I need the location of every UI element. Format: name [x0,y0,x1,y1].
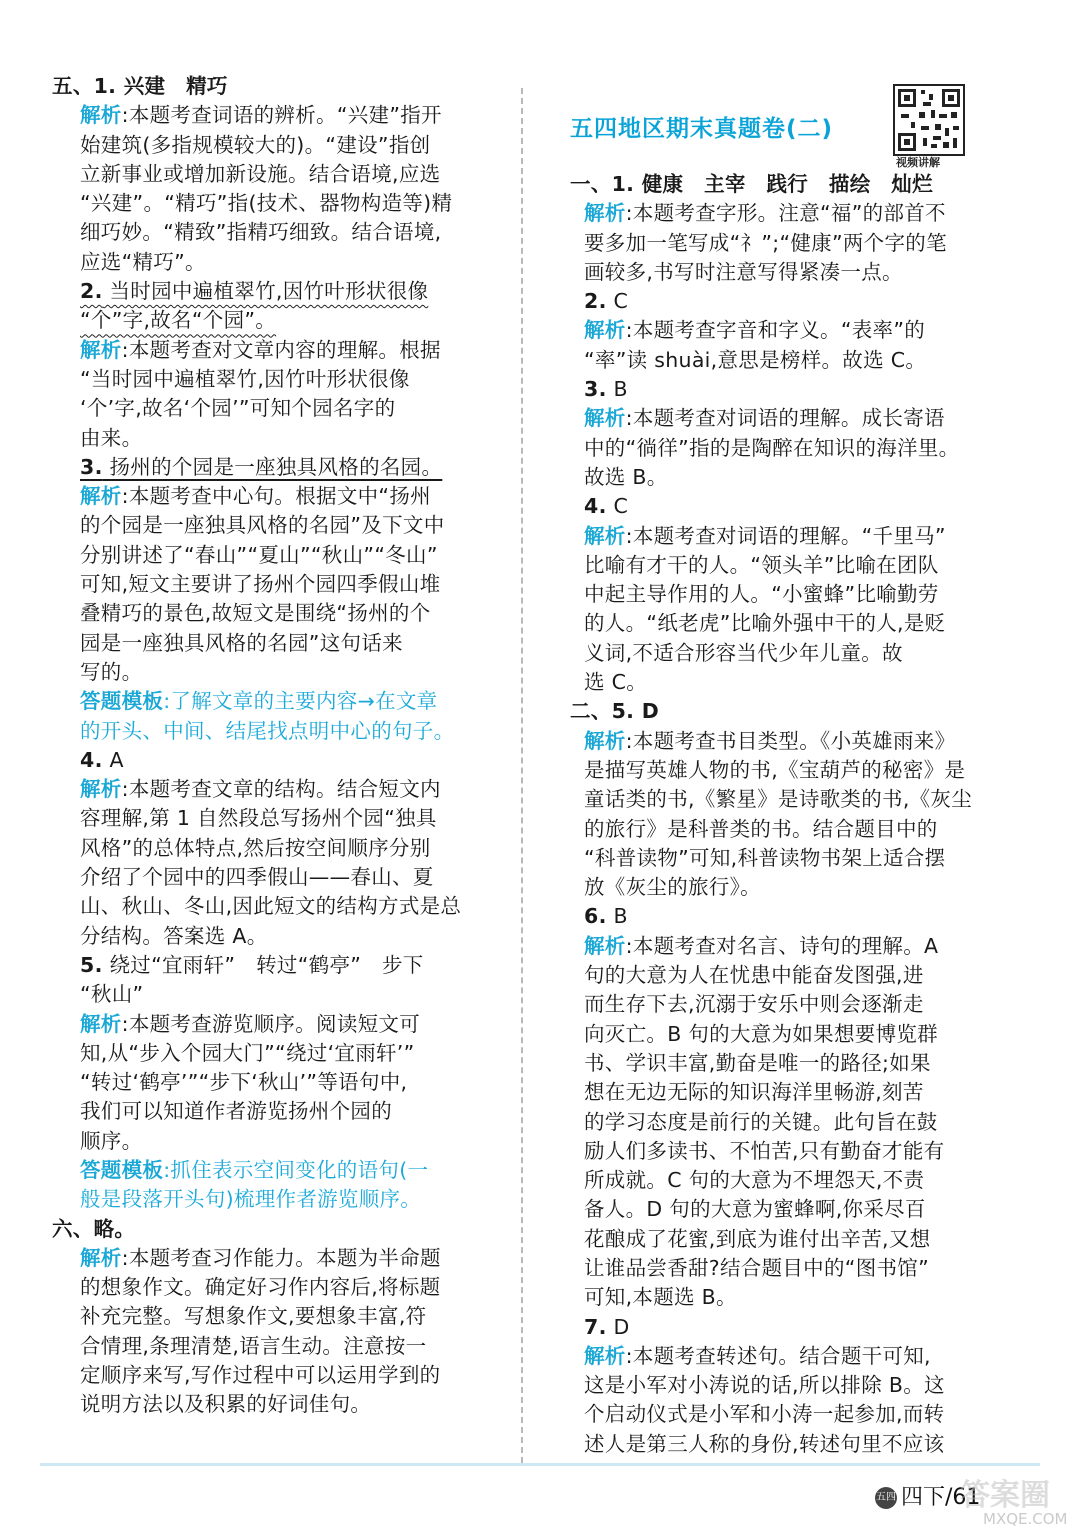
line-text: 六、略。 [52,1216,136,1241]
text-line [570,522,1004,551]
text-line [52,1068,508,1097]
text-line [570,1254,1004,1283]
edition-badge-icon: 五四 [875,1487,897,1509]
line-text: 故选 B。 [584,464,668,489]
text-line [570,697,1004,726]
line-text: 一、1. 健康 主宰 践行 描绘 灿烂 [570,172,933,196]
line-text: :本题考查字形。注意“福”的部首不 [625,201,946,226]
text-line [52,570,508,599]
line-text: 分别讲述了“春山”“夏山”“秋山”“冬山” [80,542,438,567]
line-text: 二、5. D [570,699,660,724]
line-text: 花酿成了花蜜,到底为谁付出辛苦,又想 [584,1226,931,1251]
text-line [52,658,508,687]
line-text: 容理解,第 1 自然段总写扬州个园“独具 [80,806,437,831]
text-line [570,990,1004,1019]
line-text: 般是段落开头句)梳理作者游览顺序。 [80,1187,422,1212]
line-text: 园是一座独具风格的名园”这句话来 [80,630,403,655]
text-line [570,815,1004,844]
text-line [570,727,1004,756]
text-line [570,785,1004,814]
text-line [570,668,1004,697]
line-text: :本题考查对名言、诗句的理解。A [625,933,939,958]
line-text: :本题考查中心句。根据文中“扬州 [121,484,431,509]
line-text: 叠精巧的景色,故短文是围绕“扬州的个 [80,601,431,626]
text-line [570,316,1004,345]
text-line [52,804,508,833]
text-line [52,746,508,775]
line-text: 中的“徜徉”指的是陶醉在知识的海洋里。 [584,435,960,460]
text-line [570,229,1004,258]
text-line [52,72,508,101]
text-line [52,1127,508,1156]
line-text: “秋山” [80,982,144,1007]
text-line [570,551,1004,580]
text-line [52,131,508,160]
line-text: 的学习态度是前行的关键。此句旨在鼓 [584,1109,938,1134]
question-number: 2. [584,289,607,314]
line-text: 始建筑(多指规模较大的)。“建设”指创 [80,132,431,157]
text-line [570,170,1004,199]
line-text: 比喻有才干的人。“领头羊”比喻在团队 [584,552,939,577]
text-line [52,482,508,511]
line-text: 应选“精巧”。 [80,249,206,274]
line-text: ‘个’字,故名‘个园’”可知个园名字的 [80,396,396,421]
line-text: 可知,本题选 B。 [584,1285,737,1310]
watermark-logo: 答案圈 [960,1478,1050,1513]
text-line [570,609,1004,638]
line-text: 要多加一笔写成“礻”;“健康”两个字的笔 [584,230,947,255]
line-text: B [613,377,628,402]
text-line [52,834,508,863]
text-line [570,404,1004,433]
analysis-label: 解析 [80,1245,122,1270]
line-text: 述人是第三人称的身份,转述句里不应该 [584,1431,945,1456]
line-text: 个启动仪式是小军和小涛一起参加,而转 [584,1402,945,1427]
text-line [570,463,1004,492]
text-line [52,511,508,540]
text-line [570,1020,1004,1049]
line-text: :本题考查对词语的理解。成长寄语 [625,406,945,431]
line-text: 放《灰尘的旅行》。 [584,875,761,900]
line-text: :本题考查字音和字义。“表率”的 [625,318,926,343]
analysis-label: 解析 [80,103,122,128]
text-line [52,1273,508,1302]
right-column [570,170,1004,1459]
analysis-label: 答题模板 [80,1157,164,1182]
text-line [570,258,1004,287]
text-line [52,248,508,277]
text-line [52,160,508,189]
analysis-label: 解析 [584,406,626,431]
text-line [570,434,1004,463]
text-line [570,1049,1004,1078]
text-line [52,1039,508,1068]
text-line [570,844,1004,873]
line-text: 五、1. 兴建 精巧 [52,74,228,98]
text-line [570,346,1004,375]
text-line [52,189,508,218]
line-text: B [613,904,628,929]
watermark-site: MXQE.COM [983,1510,1068,1528]
text-line [570,1283,1004,1312]
text-line [52,1302,508,1331]
left-column [52,72,508,1420]
text-line [570,492,1004,521]
line-text: 立新事业或增加新设施。结合语境,应选 [80,161,441,186]
line-text: 我们可以知道作者游览扬州个园的 [80,1099,392,1124]
analysis-label: 解析 [584,523,626,548]
text-line [570,1371,1004,1400]
text-line [570,873,1004,902]
qr-code[interactable] [893,84,965,156]
text-line [52,1390,508,1419]
line-text: 画较多,书写时注意写得紧凑一点。 [584,259,903,284]
line-text: 童话类的书,《繁星》是诗歌类的书,《灰尘 [584,787,973,812]
column-divider [521,88,523,1463]
line-text: 补充完整。写想象作文,要想象丰富,符 [80,1304,427,1329]
analysis-label: 解析 [80,484,122,509]
analysis-label: 解析 [80,777,122,802]
text-line [52,1215,508,1244]
question-number: 6. [584,904,607,929]
text-line [52,629,508,658]
text-line [570,1137,1004,1166]
text-line [52,1156,508,1185]
line-text: C [613,494,629,519]
line-text: “个”字,故名“个园”。 [80,308,277,333]
footer-rule [40,1463,1040,1466]
line-text: 写的。 [80,659,143,684]
line-text: 说明方法以及积累的好词佳句。 [80,1392,372,1417]
text-line [52,394,508,423]
text-line [52,599,508,628]
line-text: 的个园是一座独具风格的名园”及下文中 [80,513,445,538]
analysis-label: 解析 [584,318,626,343]
line-text: :本题考查书目类型。《小英雄雨来》 [625,728,956,753]
text-line [570,756,1004,785]
line-text: 定顺序来写,写作过程中可以运用学到的 [80,1363,441,1388]
line-text: 细巧妙。“精致”指精巧细致。结合语境, [80,220,442,245]
text-line [52,101,508,130]
text-line [570,961,1004,990]
line-text: 的开头、中间、结尾找点明中心的句子。 [80,718,455,743]
text-line [52,365,508,394]
analysis-label: 解析 [584,933,626,958]
line-text: 选 C。 [584,670,648,695]
text-line [570,199,1004,228]
line-text: 分结构。答案选 A。 [80,923,268,948]
text-line [570,375,1004,404]
line-text: 备人。D 句的大意为蜜蜂啊,你采尽百 [584,1197,926,1222]
line-text: “当时园中遍植翠竹,因竹叶形状很像 [80,366,410,391]
text-line [570,1078,1004,1107]
qr-label: 视频讲解 [896,156,940,169]
line-text: 知,从“步入个园大门”“绕过‘宜雨轩’” [80,1040,415,1065]
line-text: 的人。“纸老虎”比喻外强中干的人,是贬 [584,611,946,636]
line-text: 扬州的个园是一座独具风格的名园。 [109,454,443,479]
text-line [570,1342,1004,1371]
text-line [52,1010,508,1039]
text-line [570,1430,1004,1459]
line-text: :了解文章的主要内容→在文章 [163,689,438,714]
line-text: 绕过“宜雨轩” 转过“鹤亭” 步下 [109,952,424,977]
text-line [52,541,508,570]
analysis-label: 解析 [80,1011,122,1036]
section-title: 五四地区期末真题卷(二) [570,116,834,142]
line-text: 风格”的总体特点,然后按空间顺序分别 [80,835,431,860]
line-text: 当时园中遍植翠竹,因竹叶形状很像 [109,279,429,304]
line-text: 合情理,条理清楚,语言生动。注意按一 [80,1333,427,1358]
line-text: 让谁品尝香甜?结合题目中的“图书馆” [584,1255,930,1280]
text-line [52,1244,508,1273]
text-line [570,1195,1004,1224]
line-text: 向灭亡。B 句的大意为如果想要博览群 [584,1021,938,1046]
text-line [52,277,508,306]
text-line [52,218,508,247]
line-text: 的想象作文。确定好习作内容后,将标题 [80,1275,441,1300]
line-text: 可知,短文主要讲了扬州个园四季假山堆 [80,572,441,597]
line-text: 句的大意为人在忧患中能奋发图强,进 [584,963,924,988]
analysis-label: 解析 [80,337,122,362]
text-line [52,424,508,453]
text-line [52,775,508,804]
qr-code-icon [895,86,963,154]
text-line [52,863,508,892]
line-text: “兴建”。“精巧”指(技术、器物构造等)精 [80,191,453,216]
line-text: 想在无边无际的知识海洋里畅游,刻苦 [584,1080,924,1105]
line-text: 书、学识丰富,勤奋是唯一的路径;如果 [584,1050,931,1075]
text-line [52,717,508,746]
text-line [570,1400,1004,1429]
line-text: :本题考查文章的结构。结合短文内 [121,777,441,802]
line-text: 中起主导作用的人。“小蜜蜂”比喻勤劳 [584,582,939,607]
text-line [52,336,508,365]
line-text: :本题考查游览顺序。阅读短文可 [121,1011,421,1036]
text-line [570,1108,1004,1137]
line-text: :抓住表示空间变化的语句(一 [163,1157,429,1182]
line-text: 山、秋山、冬山,因此短文的结构方式是总 [80,894,462,919]
line-text: :本题考查习作能力。本题为半命题 [121,1245,441,1270]
line-text: D [613,1314,630,1339]
text-line [52,1185,508,1214]
line-text: 介绍了个园中的四季假山——春山、夏 [80,865,434,890]
line-text: 的旅行》是科普类的书。结合题目中的 [584,816,938,841]
line-text: C [613,289,629,314]
text-line [52,306,508,335]
line-text: :本题考查词语的辨析。“兴建”指开 [121,103,442,128]
text-line [570,1313,1004,1342]
text-line [52,1097,508,1126]
line-text: :本题考查对词语的理解。“千里马” [625,523,946,548]
line-text: :本题考查对文章内容的理解。根据 [121,337,441,362]
question-number: 2. [80,279,103,304]
text-line [570,1225,1004,1254]
question-number: 7. [584,1314,607,1339]
text-line [52,951,508,980]
text-line [52,1332,508,1361]
text-line [52,687,508,716]
text-line [570,580,1004,609]
line-text: 而生存下去,沉溺于安乐中则会逐渐走 [584,992,924,1017]
line-text: “率”读 shuài,意思是榜样。故选 C。 [584,347,927,372]
analysis-label: 解析 [584,201,626,226]
text-line [52,892,508,921]
text-line [52,922,508,951]
text-line [570,902,1004,931]
analysis-label: 解析 [584,728,626,753]
analysis-label: 答题模板 [80,689,164,714]
page-number: 四下/61 [901,1485,981,1510]
text-line [570,639,1004,668]
line-text: “科普读物”可知,科普读物书架上适合摆 [584,845,946,870]
text-line [52,453,508,482]
line-text: 由来。 [80,425,143,450]
line-text: 义词,不适合形容当代少年儿童。故 [584,640,903,665]
question-number: 4. [584,494,607,519]
line-text: 这是小军对小涛说的话,所以排除 B。这 [584,1373,945,1398]
line-text: “转过‘鹤亭’”“步下‘秋山’”等语句中, [80,1070,408,1095]
line-text: 励人们多读书、不怕苦,只有勤奋才能有 [584,1138,945,1163]
line-text: A [109,747,124,772]
text-line [52,980,508,1009]
text-line [570,287,1004,316]
text-line [570,932,1004,961]
text-line [52,1361,508,1390]
question-number: 4. [80,747,103,772]
question-number: 3. [584,377,607,402]
line-text: 顺序。 [80,1128,143,1153]
line-text: 是描写英雄人物的书,《宝葫芦的秘密》是 [584,757,966,782]
analysis-label: 解析 [584,1343,626,1368]
line-text: 所成就。C 句的大意为不埋怨天,不责 [584,1168,925,1193]
question-number: 5. [80,952,103,977]
text-line [570,1166,1004,1195]
line-text: :本题考查转述句。结合题干可知, [625,1343,931,1368]
question-number: 3. [80,454,103,479]
